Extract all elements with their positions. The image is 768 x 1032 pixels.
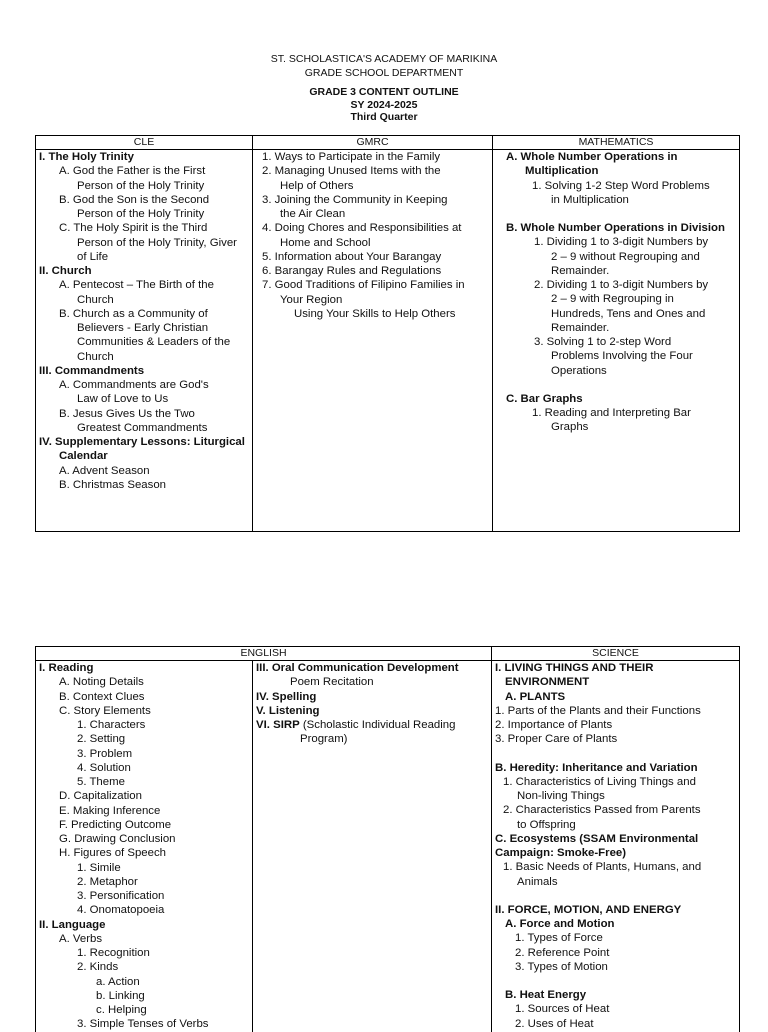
gmrc-topic-text: 6. Barangay Rules and Regulations (262, 265, 442, 277)
cle-topic-line (39, 392, 250, 406)
science-topic-line (495, 718, 737, 732)
english-topic-line (39, 861, 250, 875)
cle-topic-text: A. Pentecost – The Birth of the (59, 279, 214, 292)
gmrc-topic-text: Using Your Skills to Help Others (294, 307, 456, 320)
cle-topic-text: Believers - Early Christian (77, 322, 209, 334)
document-title: GRADE 3 CONTENT OUTLINE (309, 86, 459, 98)
english-topic-text: C. Story Elements (59, 704, 151, 717)
math-topic-text: Remainder. (551, 264, 610, 277)
content-outline-table-1 (35, 135, 740, 532)
science-topic-text: 1. Basic Needs of Plants, Humans, and (503, 861, 702, 874)
math-topic-line (496, 193, 737, 207)
cle-topic-line (39, 350, 250, 364)
spacer (496, 207, 737, 221)
english-topic-text: VI. SIRP (256, 719, 300, 731)
math-topic-text: 1. Reading and Interpreting Bar (532, 407, 691, 419)
spacer (496, 378, 737, 392)
math-topic-line (496, 321, 737, 335)
math-topic-text: A. Whole Number Operations in (506, 151, 678, 163)
english-topic-text: IV. Spelling (256, 690, 317, 703)
cle-topic-line (39, 164, 250, 178)
science-topic-line (495, 931, 737, 945)
gmrc-topic-text: 1. Ways to Participate in the Family (262, 151, 441, 163)
english-topic-text: a. Action (96, 975, 140, 988)
english-topic-text: 3. Simple Tenses of Verbs (77, 1018, 209, 1031)
science-topic-text: to Offspring (517, 818, 576, 831)
english-topic-text: G. Drawing Conclusion (59, 833, 176, 845)
english-topic-line (39, 846, 250, 860)
english-topic-line (39, 932, 250, 946)
english-topic-line (39, 1017, 250, 1031)
english-topic-text: 2. Metaphor (77, 875, 138, 888)
cle-topic-line (39, 236, 250, 250)
science-topic-text: 3. Types of Motion (515, 960, 608, 973)
cle-topic-text: Communities & Leaders of the (77, 336, 231, 349)
gmrc-topic-text: 7. Good Traditions of Filipino Families in (262, 279, 465, 292)
science-topic-line (495, 761, 737, 775)
math-topic-line (496, 364, 737, 378)
math-topic-text: 2 – 9 without Regrouping and (551, 250, 700, 263)
science-topic-line (495, 803, 737, 817)
english-topic-line (39, 875, 250, 889)
science-topic-text: 1. Parts of the Plants and their Functions (495, 704, 701, 717)
english-topic-text: b. Linking (96, 989, 145, 1002)
english-topic-line (39, 946, 250, 960)
english-topic-text: B. Context Clues (59, 690, 145, 703)
science-topic-text: Campaign: Smoke-Free) (495, 847, 627, 859)
science-topic-text: B. Heat Energy (505, 989, 587, 1001)
science-topic-line (495, 917, 737, 931)
science-topic-line (495, 661, 737, 675)
gmrc-topic-line (256, 236, 490, 250)
content-outline-table-2 (35, 646, 740, 1032)
english-topic-line (256, 661, 489, 675)
cle-topic-text: Church (77, 293, 114, 306)
english-topic-text: H. Figures of Speech (59, 847, 166, 860)
english-topic-line (39, 960, 250, 974)
science-topic-text: A. PLANTS (505, 690, 566, 703)
cle-topic-line (39, 364, 250, 378)
science-topic-line (495, 775, 737, 789)
english-topic-text: 3. Personification (77, 890, 165, 902)
math-topic-line (496, 164, 737, 178)
cle-topic-text: Person of the Holy Trinity (77, 179, 205, 192)
math-topic-line (496, 349, 737, 363)
math-topic-text: Multiplication (525, 165, 599, 178)
science-topic-line (495, 690, 737, 704)
math-topic-line (496, 179, 737, 193)
gmrc-topic-text: Your Region (280, 293, 343, 306)
english-topic-text-extra: (Scholastic Individual Reading (299, 719, 456, 731)
science-topic-line (495, 946, 737, 960)
cle-topic-text: A. Advent Season (59, 464, 150, 477)
english-topic-line (39, 690, 250, 704)
science-topic-text: 3. Proper Care of Plants (495, 733, 618, 746)
gmrc-topic-line (256, 264, 490, 278)
spacer (495, 747, 737, 761)
english-topic-line (39, 889, 250, 903)
math-topic-line (496, 250, 737, 264)
math-topic-text: B. Whole Number Operations in Division (506, 222, 725, 234)
cle-topic-text: Law of Love to Us (77, 393, 169, 406)
english-topic-text: 4. Onomatopoeia (77, 904, 165, 917)
science-topic-line (495, 704, 737, 718)
math-topic-line (496, 406, 737, 420)
cle-topic-text: A. Commandments are God's (59, 379, 209, 391)
cle-topic-line (39, 307, 250, 321)
quarter-label: Third Quarter (350, 111, 418, 123)
science-topic-text: B. Heredity: Inheritance and Variation (495, 761, 698, 774)
cle-topic-text: A. God the Father is the First (59, 165, 206, 178)
gmrc-topic-line (256, 207, 490, 221)
english-topic-line (39, 1003, 250, 1017)
math-topic-text: 2. Dividing 1 to 3-digit Numbers by (534, 279, 709, 291)
math-topic-text: 2 – 9 with Regrouping in (551, 293, 674, 306)
gmrc-topic-line (256, 278, 490, 292)
science-topic-text: 2. Importance of Plants (495, 719, 613, 731)
science-topic-line (495, 675, 737, 689)
english-topic-line (39, 661, 250, 675)
cle-topic-line (39, 321, 250, 335)
english-topic-line (256, 690, 489, 704)
english-topic-line (39, 975, 250, 989)
math-topic-text: 3. Solving 1 to 2-step Word (534, 336, 672, 348)
english-topic-line (39, 704, 250, 718)
gmrc-topic-text: 4. Doing Chores and Responsibilities at (262, 222, 462, 235)
science-topic-line (495, 789, 737, 803)
gmrc-topics-cell (253, 150, 493, 532)
science-topic-text: A. Force and Motion (505, 918, 615, 930)
gmrc-topic-line (256, 193, 490, 207)
mathematics-topics-cell (493, 150, 740, 532)
english-topic-line (39, 718, 250, 732)
english-topic-line (256, 732, 489, 746)
cle-topic-line (39, 193, 250, 207)
math-topic-text: 1. Solving 1-2 Step Word Problems (532, 179, 710, 192)
cle-topic-line (39, 278, 250, 292)
cle-topic-text: III. Commandments (39, 364, 145, 377)
english-topic-text: A. Verbs (59, 932, 103, 945)
gmrc-topic-line (256, 221, 490, 235)
science-topic-line (495, 818, 737, 832)
science-topic-line (495, 960, 737, 974)
english-topic-text: 2. Kinds (77, 961, 119, 974)
cle-topic-line (39, 449, 250, 463)
cle-topic-text: Calendar (59, 450, 108, 463)
cle-topic-line (39, 207, 250, 221)
english-topic-text: Poem Recitation (290, 676, 374, 689)
math-topic-text: C. Bar Graphs (506, 392, 583, 405)
spacer (495, 974, 737, 988)
gmrc-topic-text: 5. Information about Your Barangay (262, 250, 442, 263)
science-topic-text: I. LIVING THINGS AND THEIR (495, 662, 654, 674)
math-topic-text: 1. Dividing 1 to 3-digit Numbers by (534, 236, 709, 249)
english-topic-line (256, 704, 489, 718)
science-topic-line (495, 732, 737, 746)
cle-topic-line (39, 264, 250, 278)
gmrc-topic-text: 2. Managing Unused Items with the (262, 165, 441, 178)
english-topic-text: 5. Theme (77, 776, 125, 788)
english-topic-line (39, 903, 250, 917)
gmrc-topic-line (256, 179, 490, 193)
gmrc-topic-text: Help of Others (280, 179, 354, 192)
gmrc-topic-text: 3. Joining the Community in Keeping (262, 193, 448, 206)
english-topic-line (39, 732, 250, 746)
cle-topic-text: II. Church (39, 265, 92, 277)
math-topic-line (496, 307, 737, 321)
cle-topic-text: Church (77, 350, 114, 363)
science-topic-text: 1. Sources of Heat (515, 1003, 610, 1016)
math-topic-line (496, 292, 737, 306)
english-topic-text: 4. Solution (77, 761, 131, 774)
math-topic-line (496, 420, 737, 434)
science-topic-line (495, 988, 737, 1002)
cle-topic-text: C. The Holy Spirit is the Third (59, 222, 208, 235)
science-topic-text: C. Ecosystems (SSAM Environmental (495, 832, 699, 845)
english-topic-text: 3. Problem (77, 747, 133, 760)
cle-topic-line (39, 293, 250, 307)
english-topic-text: F. Predicting Outcome (59, 818, 172, 831)
cle-topic-text: Person of the Holy Trinity (77, 208, 205, 220)
english-topic-text: D. Capitalization (59, 790, 142, 803)
cle-topic-text: of Life (77, 250, 109, 263)
cle-topic-text: B. Christmas Season (59, 478, 166, 491)
math-topic-text: Remainder. (551, 321, 610, 334)
cle-topic-text: Person of the Holy Trinity, Giver (77, 236, 237, 249)
math-topic-line (496, 264, 737, 278)
english-topic-line (39, 747, 250, 761)
cle-topic-text: B. Jesus Gives Us the Two (59, 407, 195, 420)
english-topic-text: 1. Simile (77, 861, 121, 874)
math-topic-text: Problems Involving the Four (551, 350, 693, 363)
science-topic-text: 2. Characteristics Passed from Parents (503, 804, 701, 817)
english-topic-line (256, 718, 489, 732)
math-topic-line (496, 150, 737, 164)
english-topic-line (39, 818, 250, 832)
science-topic-text: Non-living Things (517, 790, 605, 802)
english-topic-text: Program) (300, 733, 348, 746)
math-topic-line (496, 335, 737, 349)
gmrc-topic-text: the Air Clean (280, 208, 346, 220)
science-topic-line (495, 832, 737, 846)
cle-topic-line (39, 179, 250, 193)
science-topic-text: 2. Uses of Heat (515, 1017, 594, 1030)
column-header-science: SCIENCE (492, 647, 740, 661)
column-header-gmrc: GMRC (253, 136, 493, 150)
cle-topic-line (39, 150, 250, 164)
cle-topic-text: I. The Holy Trinity (39, 151, 134, 163)
school-name: ST. SCHOLASTICA'S ACADEMY OF MARIKINA (270, 53, 498, 65)
spacer (495, 889, 737, 903)
cle-topic-text: B. God the Son is the Second (59, 193, 210, 206)
english-topic-text: c. Helping (96, 1004, 147, 1016)
science-topic-text: 1. Types of Force (515, 932, 603, 945)
science-topic-text: Animals (517, 875, 558, 888)
gmrc-topic-line (256, 293, 490, 307)
english-topic-text: A. Noting Details (59, 676, 144, 689)
school-year: SY 2024-2025 (350, 99, 418, 111)
math-topic-text: in Multiplication (551, 193, 629, 206)
english-topic-line (256, 675, 489, 689)
english-topic-line (39, 761, 250, 775)
gmrc-topic-line (256, 307, 490, 321)
cle-topic-line (39, 464, 250, 478)
english-topics-left-cell (36, 661, 253, 1032)
cle-topic-line (39, 250, 250, 264)
cle-topics-cell (36, 150, 253, 532)
english-topic-text: 1. Characters (77, 719, 146, 731)
english-topic-text: I. Reading (39, 662, 94, 674)
math-topic-line (496, 235, 737, 249)
math-topic-line (496, 392, 737, 406)
science-topic-line (495, 846, 737, 860)
cle-topic-line (39, 435, 250, 449)
english-topic-text: III. Oral Communication Development (256, 662, 459, 674)
science-topic-text: 2. Reference Point (515, 946, 610, 959)
english-topic-text: E. Making Inference (59, 804, 161, 817)
english-topic-text: V. Listening (256, 704, 320, 717)
math-topic-line (496, 221, 737, 235)
english-topic-line (39, 832, 250, 846)
math-topic-text: Graphs (551, 421, 589, 434)
english-topic-line (39, 918, 250, 932)
science-topic-text: II. FORCE, MOTION, AND ENERGY (495, 903, 682, 916)
gmrc-topic-text: Home and School (280, 236, 371, 249)
department-name: GRADE SCHOOL DEPARTMENT (304, 67, 464, 79)
science-topics-cell (492, 661, 740, 1032)
english-topic-line (39, 675, 250, 689)
cle-topic-text: Greatest Commandments (77, 421, 208, 434)
english-topic-text: 2. Setting (77, 733, 126, 746)
column-header-mathematics: MATHEMATICS (493, 136, 740, 150)
cle-topic-line (39, 335, 250, 349)
cle-topic-text: IV. Supplementary Lessons: Liturgical (39, 436, 245, 448)
cle-topic-line (39, 407, 250, 421)
english-topic-line (39, 989, 250, 1003)
science-topic-line (495, 860, 737, 874)
science-topic-line (495, 875, 737, 889)
science-topic-text: 1. Characteristics of Living Things and (503, 775, 696, 788)
gmrc-topic-line (256, 150, 490, 164)
gmrc-topic-line (256, 164, 490, 178)
column-header-english: ENGLISH (36, 647, 492, 661)
gmrc-topic-line (256, 250, 490, 264)
english-topic-text: 1. Recognition (77, 947, 150, 959)
english-topics-right-cell (253, 661, 492, 1032)
english-topic-line (39, 804, 250, 818)
cle-topic-line (39, 421, 250, 435)
science-topic-line (495, 1002, 737, 1016)
science-topic-text: ENVIRONMENT (505, 676, 590, 689)
cle-topic-text: B. Church as a Community of (59, 307, 208, 320)
column-header-cle: CLE (36, 136, 253, 150)
cle-topic-line (39, 478, 250, 492)
math-topic-line (496, 278, 737, 292)
cle-topic-line (39, 221, 250, 235)
science-topic-line (495, 903, 737, 917)
english-topic-line (39, 789, 250, 803)
english-topic-text: II. Language (39, 918, 106, 931)
english-topic-line (39, 775, 250, 789)
math-topic-text: Hundreds, Tens and Ones and (551, 307, 706, 320)
math-topic-text: Operations (551, 364, 607, 377)
cle-topic-line (39, 378, 250, 392)
